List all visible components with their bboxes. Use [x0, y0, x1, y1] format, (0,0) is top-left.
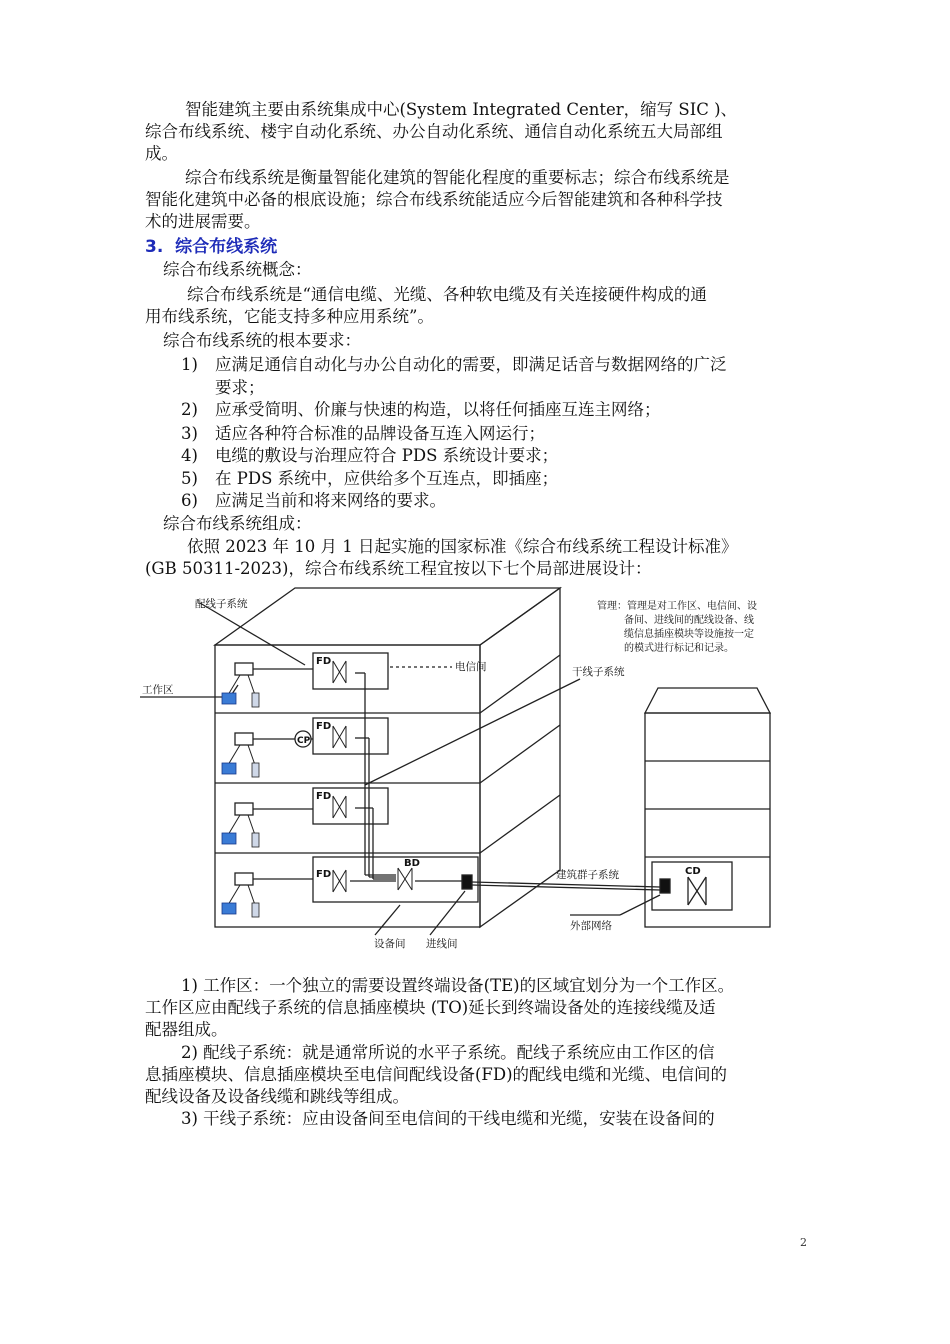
item-text: 在 PDS 系统中，应供给多个互连点，即插座； [215, 469, 559, 488]
campus-building-top [645, 688, 770, 713]
item-text: 应满足当前和将来网络的要求。 [215, 491, 446, 510]
item-number: 4) [181, 446, 198, 465]
text-line: 综合布线系统、楼宇自动化系统、办公自动化系统、通信自动化系统五大局部组 [145, 122, 723, 141]
text-line: 成。 [145, 144, 178, 163]
item-number: 5) [181, 469, 198, 488]
intro-paragraph-1 [145, 99, 810, 165]
label-fd: FD [316, 869, 332, 880]
info-outlet [235, 803, 253, 815]
label-fd: FD [316, 791, 332, 802]
text-line: (GB 50311-2023)，综合布线系统工程宜按以下七个局部进展设计： [145, 559, 652, 578]
label-work-area: 工作区 [142, 684, 174, 696]
text-line: 术的进展需要。 [145, 212, 261, 231]
requirement-item-3 [181, 423, 545, 445]
label-cd: CD [685, 866, 701, 877]
entrance-block [462, 875, 472, 889]
computer-icon [222, 903, 236, 914]
label-fd: FD [316, 721, 332, 732]
label-external-network: 外部网络 [570, 920, 612, 932]
main-building-front [215, 645, 480, 927]
text-line: 2) 配线子系统：就是通常所说的水平子系统。配线子系统应由工作区的信 [181, 1043, 715, 1062]
phone-icon [252, 693, 259, 707]
computer-icon [222, 763, 236, 774]
management-note-line: 缆信息插座模块等设施按一定 [624, 629, 754, 640]
info-outlet [235, 873, 253, 885]
composition-paragraph [145, 536, 810, 580]
page-number: 2 [800, 1236, 807, 1249]
item-number: 1) [181, 355, 198, 374]
text-line: 综合布线系统是衡量智能化建筑的智能化程度的重要标志；综合布线系统是 [185, 168, 730, 187]
section-number: 3. [145, 237, 164, 257]
text-line: 配线设备及设备线缆和跳线等组成。 [145, 1087, 409, 1106]
text-line: 息插座模块、信息插座模块至电信间配线设备(FD)的配线电缆和光缆、电信间的 [145, 1065, 728, 1084]
label-campus-subsystem: 建筑群子系统 [556, 869, 619, 881]
section-heading [145, 236, 277, 258]
label-entrance-room: 进线间 [426, 938, 458, 950]
description-horizontal-subsystem [145, 1042, 810, 1108]
management-note-line: 管理：管理是对工作区、电信间、设 [597, 601, 757, 612]
requirement-item-4 [181, 445, 558, 467]
phone-icon [252, 833, 259, 847]
computer-icon [222, 693, 236, 704]
text-line: 3) 干线子系统：应由设备间至电信间的干线电缆和光缆，安装在设备间的 [181, 1109, 715, 1128]
phone-icon [252, 903, 259, 917]
text-line: 智能化建筑中必备的根底设施；综合布线系统能适应今后智能建筑和各种科学技 [145, 190, 723, 209]
text-line: 综合布线系统是“通信电缆、光缆、各种软电缆及有关连接硬件构成的通 [187, 285, 707, 304]
requirement-item-6 [181, 490, 446, 512]
requirements-label: 综合布线系统的根本要求： [163, 331, 361, 350]
text-line: 配器组成。 [145, 1020, 228, 1039]
cd-entrance-block [660, 879, 670, 893]
info-outlet [235, 663, 253, 675]
item-number: 6) [181, 491, 198, 510]
campus-building [645, 713, 770, 927]
label-horizontal-subsystem: 配线子系统 [195, 598, 248, 610]
text-line: 智能建筑主要由系统集成中心(System Integrated Center，缩写 SIC )、 [185, 100, 738, 119]
requirement-item-5 [181, 468, 558, 490]
item-text: 应承受简明、价廉与快速的构造，以将任何插座互连主网络； [215, 400, 661, 419]
item-text: 应满足通信自动化与办公自动化的需要，即满足话音与数据网络的广泛 [215, 355, 727, 374]
management-note-line: 备间、进线间的配线设备、线 [624, 615, 754, 626]
requirement-item-1 [181, 354, 727, 376]
label-equipment-room: 设备间 [374, 938, 406, 950]
cabling-system-diagram [140, 585, 800, 955]
text-line: 用布线系统，它能支持多种应用系统”。 [145, 307, 434, 326]
label-backbone-subsystem: 干线子系统 [572, 666, 625, 678]
concept-paragraph [145, 284, 810, 328]
main-building-top [215, 588, 560, 645]
info-outlet [235, 733, 253, 745]
label-cp: CP [297, 736, 311, 746]
management-note-line: 的模式进行标记和记录。 [624, 643, 734, 654]
phone-icon [252, 763, 259, 777]
intro-paragraph-2 [145, 167, 810, 233]
composition-label: 综合布线系统组成： [163, 514, 312, 533]
item-text: 适应各种符合标准的品牌设备互连入网运行； [215, 424, 545, 443]
item-number: 3) [181, 424, 198, 443]
main-building-side [480, 588, 560, 927]
text-line: 工作区应由配线子系统的信息插座模块 (TO)延长到终端设备处的连接线缆及适 [145, 998, 716, 1017]
label-telecom-room: 电信间 [455, 661, 487, 673]
requirement-item-2 [181, 399, 661, 421]
section-title: 综合布线系统 [175, 237, 278, 257]
description-backbone-subsystem [145, 1108, 810, 1130]
item-text: 电缆的敷设与治理应符合 PDS 系统设计要求； [215, 446, 559, 465]
computer-icon [222, 833, 236, 844]
concept-label: 综合布线系统概念： [163, 260, 312, 279]
label-bd: BD [404, 858, 420, 869]
requirement-item-1-cont: 要求； [215, 378, 265, 397]
item-number: 2) [181, 400, 198, 419]
label-fd: FD [316, 656, 332, 667]
text-line: 依照 2023 年 10 月 1 日起实施的国家标准《综合布线系统工程设计标准》 [187, 537, 738, 556]
text-line: 1) 工作区：一个独立的需要设置终端设备(TE)的区域宜划分为一个工作区。 [181, 976, 735, 995]
description-work-area [145, 975, 810, 1041]
